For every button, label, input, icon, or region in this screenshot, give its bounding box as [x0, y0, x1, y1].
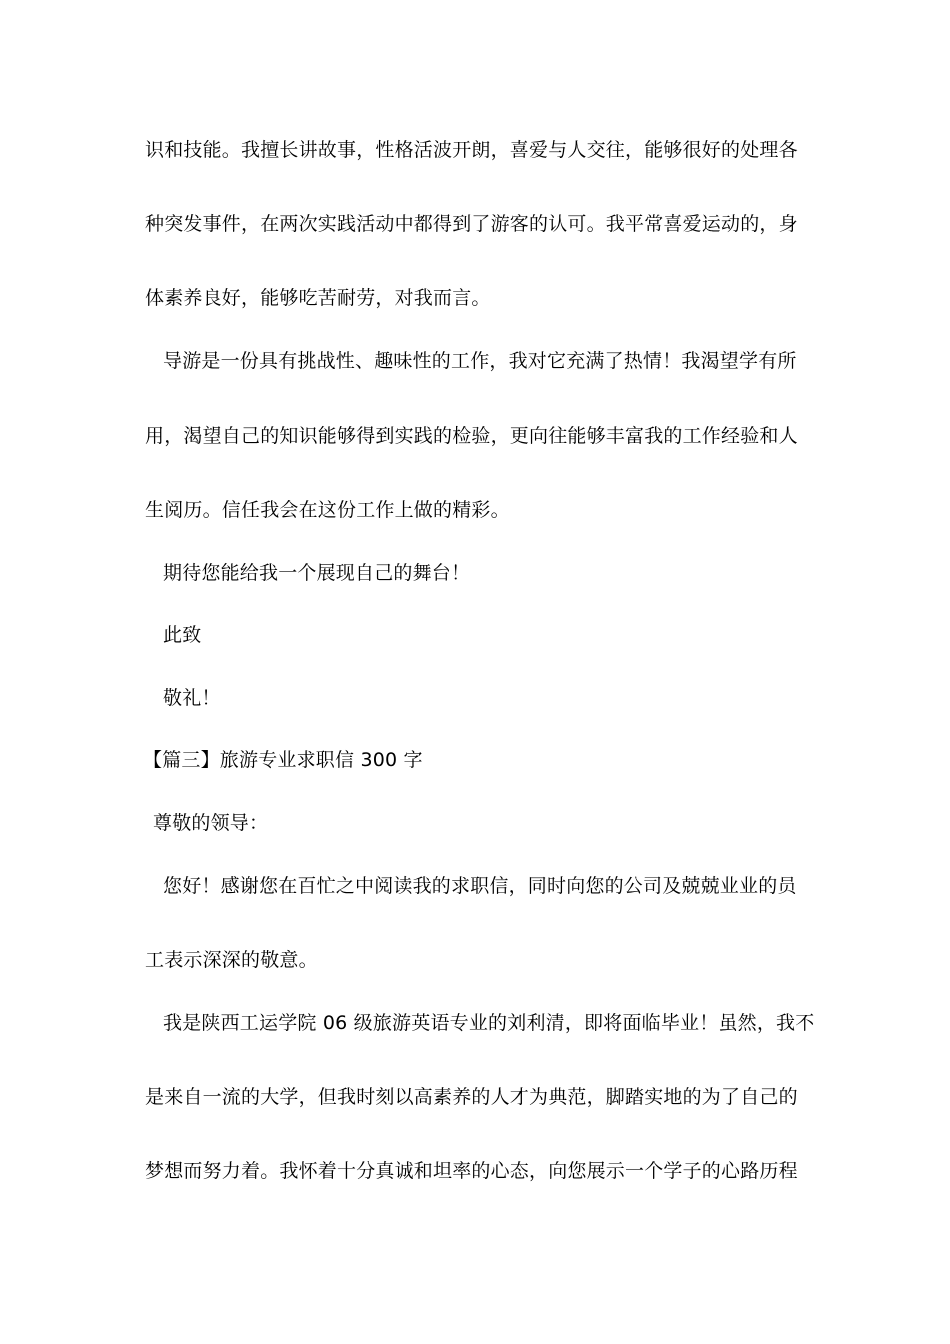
paragraph-line: 工表示深深的敬意。 — [145, 949, 318, 971]
paragraph-line: 您好！感谢您在百忙之中阅读我的求职信，同时向您的公司及兢兢业业的员 — [163, 875, 797, 897]
paragraph-line: 体素养良好，能够吃苦耐劳，对我而言。 — [145, 287, 491, 309]
greeting-line: 尊敬的领导： — [153, 812, 269, 834]
paragraph-line: 识和技能。我擅长讲故事，性格活波开朗，喜爱与人交往，能够很好的处理各 — [145, 139, 798, 161]
paragraph-line: 我是陕西工运学院 06 级旅游英语专业的刘利清，即将面临毕业！虽然，我不 — [163, 1012, 815, 1034]
section-heading: 【篇三】旅游专业求职信 300 字 — [143, 749, 423, 771]
paragraph-line: 梦想而努力着。我怀着十分真诚和坦率的心态，向您展示一个学子的心路历程 — [145, 1160, 798, 1182]
paragraph-line: 是来自一流的大学，但我时刻以高素养的人才为典范，脚踏实地的为了自己的 — [145, 1086, 798, 1108]
paragraph-line: 期待您能给我一个展现自己的舞台！ — [163, 562, 471, 584]
closing-line: 此致 — [163, 624, 202, 646]
paragraph-line: 导游是一份具有挑战性、趣味性的工作，我对它充满了热情！我渴望学有所 — [163, 350, 797, 372]
paragraph-line: 用，渴望自己的知识能够得到实践的检验，更向往能够丰富我的工作经验和人 — [145, 425, 798, 447]
paragraph-line: 种突发事件，在两次实践活动中都得到了游客的认可。我平常喜爱运动的，身 — [145, 213, 798, 235]
paragraph-line: 生阅历。信任我会在这份工作上做的精彩。 — [145, 499, 510, 521]
salutation-line: 敬礼！ — [163, 687, 221, 709]
